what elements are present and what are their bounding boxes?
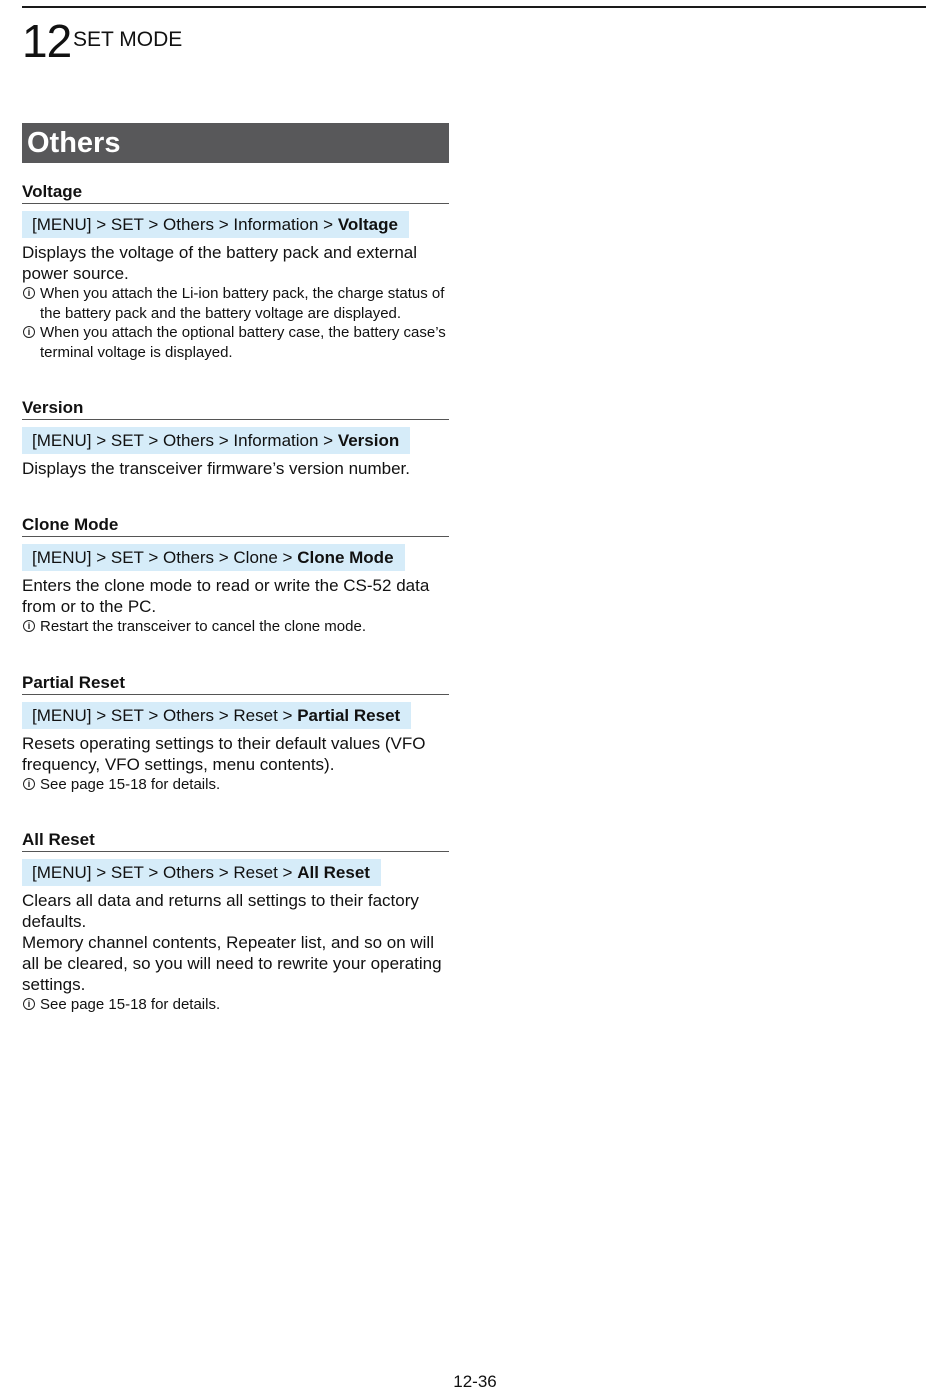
content-column — [22, 123, 449, 1050]
section-banner: Others — [22, 123, 449, 163]
note — [22, 617, 449, 637]
menu-path — [22, 859, 381, 886]
menu-path — [22, 544, 405, 571]
description-text: Clears all data and returns all settings to their factory defaults. — [22, 891, 419, 931]
note-text: When you attach the Li-ion battery pack, the charge status of the battery pack and the battery voltage are displayed. — [40, 285, 445, 322]
menu-path-prefix: [MENU] > SET > Others > Information > — [32, 215, 338, 234]
description-text: Displays the transceiver firmware’s version number. — [22, 459, 410, 478]
description-text: Displays the voltage of the battery pack and external power source. — [22, 243, 418, 283]
info-icon: i — [23, 778, 35, 790]
note — [22, 284, 449, 323]
menu-path-item: Voltage — [337, 215, 398, 234]
note — [22, 995, 449, 1015]
section — [22, 514, 449, 637]
menu-path-item: Partial Reset — [297, 705, 401, 725]
section-title: Partial Reset — [22, 672, 449, 695]
section — [22, 397, 449, 479]
chapter-title: SET MODE — [73, 28, 183, 51]
section — [22, 829, 449, 1015]
sections-list — [22, 181, 449, 1015]
section — [22, 672, 449, 795]
description-text: Enters the clone mode to read or write the CS-52 data from or to the PC. — [22, 576, 430, 616]
menu-path-item: All Reset — [297, 863, 370, 882]
info-icon: i — [23, 998, 35, 1010]
menu-path-prefix: [MENU] > SET > Others > Information > — [32, 431, 338, 450]
menu-path — [22, 427, 410, 454]
menu-path-item: Clone Mode — [297, 548, 394, 567]
menu-path — [22, 211, 409, 238]
info-icon: i — [23, 326, 35, 338]
section — [22, 181, 449, 362]
menu-path-item: Version — [337, 431, 400, 450]
chapter-number: 12 — [22, 15, 72, 67]
menu-path-prefix: [MENU] > SET > Others > Reset > — [32, 705, 298, 725]
info-icon: i — [23, 620, 35, 632]
note — [22, 775, 449, 795]
section-title: Clone Mode — [22, 514, 449, 537]
description-text: Memory channel contents, Repeater list, and so on will all be cleared, so you will need to rewrite your operating settings. — [22, 933, 442, 994]
description-text: Resets operating settings to their default values (VFO frequency, VFO settings, menu contents). — [22, 733, 426, 774]
note-text: See page 15-18 for details. — [40, 996, 221, 1013]
menu-path-prefix: [MENU] > SET > Others > Clone > — [32, 548, 298, 567]
info-icon: i — [23, 287, 35, 299]
menu-path-prefix: [MENU] > SET > Others > Reset > — [32, 863, 298, 882]
page-number: 12-36 — [453, 1372, 497, 1391]
note — [22, 323, 449, 362]
section-title: Voltage — [22, 181, 449, 204]
note-text: Restart the transceiver to cancel the clone mode. — [40, 618, 367, 635]
note-text: See page 15-18 for details. — [40, 775, 221, 793]
menu-path — [22, 702, 411, 729]
header-rule — [22, 6, 926, 8]
section-title: Version — [22, 397, 449, 420]
section-title: All Reset — [22, 829, 449, 852]
note-text: When you attach the optional battery case, the battery case’s terminal voltage is displayed. — [40, 324, 446, 361]
